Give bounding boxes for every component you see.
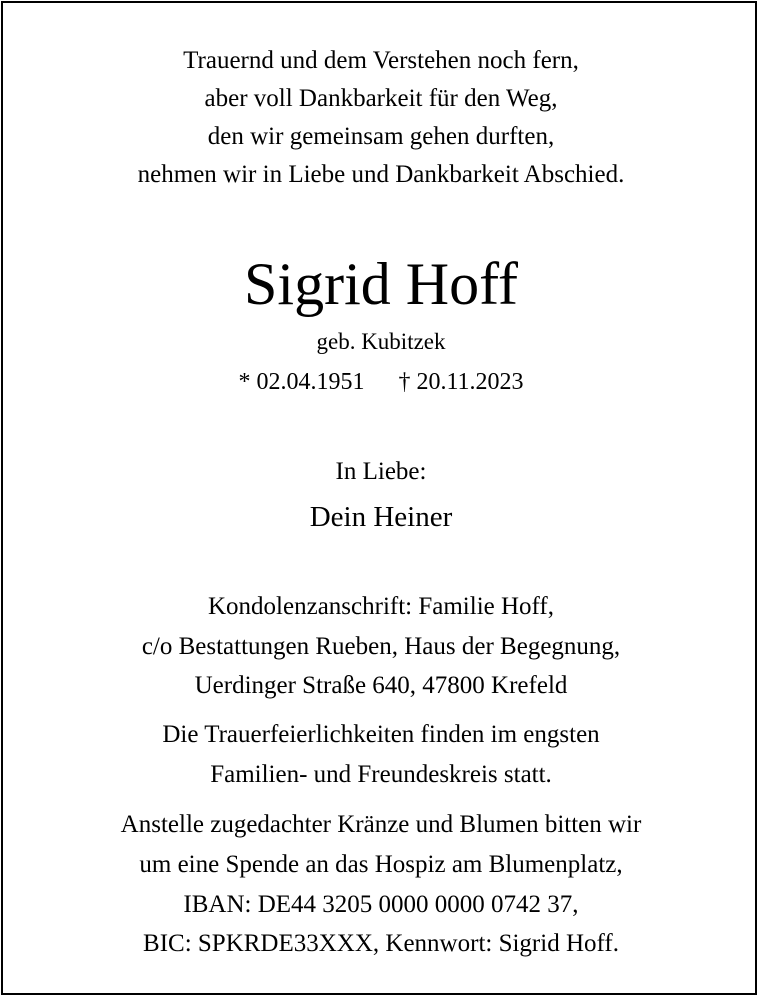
- deceased-name: Sigrid Hoff: [244, 251, 518, 317]
- ceremony-line: Die Trauerfeierlichkeiten finden im engsten: [162, 721, 600, 748]
- death-date: † 20.11.2023: [398, 369, 524, 395]
- donation-line: um eine Spende an das Hospiz am Blumenplatz,: [139, 851, 623, 878]
- birth-date: * 02.04.1951: [238, 369, 365, 395]
- signoff-line: In Liebe:: [335, 458, 427, 485]
- condolence-line: Kondolenzanschrift: Familie Hoff,: [208, 593, 554, 620]
- donation-line: BIC: SPKRDE33XXX, Kennwort: Sigrid Hoff.: [143, 930, 619, 957]
- life-dates: [0, 370, 762, 394]
- intro-line: aber voll Dankbarkeit für den Weg,: [204, 85, 558, 112]
- intro-line: nehmen wir in Liebe und Dankbarkeit Abschied.: [137, 161, 625, 188]
- condolence-line: Uerdinger Straße 640, 47800 Krefeld: [194, 672, 568, 699]
- ceremony-line: Familien- und Freundeskreis statt.: [210, 761, 552, 788]
- donation-line: Anstelle zugedachter Kränze und Blumen bitten wir: [120, 811, 642, 838]
- intro-line: Trauernd und dem Verstehen noch fern,: [183, 47, 579, 74]
- intro-line: den wir gemeinsam gehen durften,: [207, 123, 555, 150]
- birth-name: geb. Kubitzek: [316, 329, 446, 354]
- signoff-signer: Dein Heiner: [309, 501, 453, 533]
- donation-line: IBAN: DE44 3205 0000 0000 0742 37,: [183, 891, 579, 918]
- condolence-line: c/o Bestattungen Rueben, Haus der Begegnung,: [141, 633, 621, 660]
